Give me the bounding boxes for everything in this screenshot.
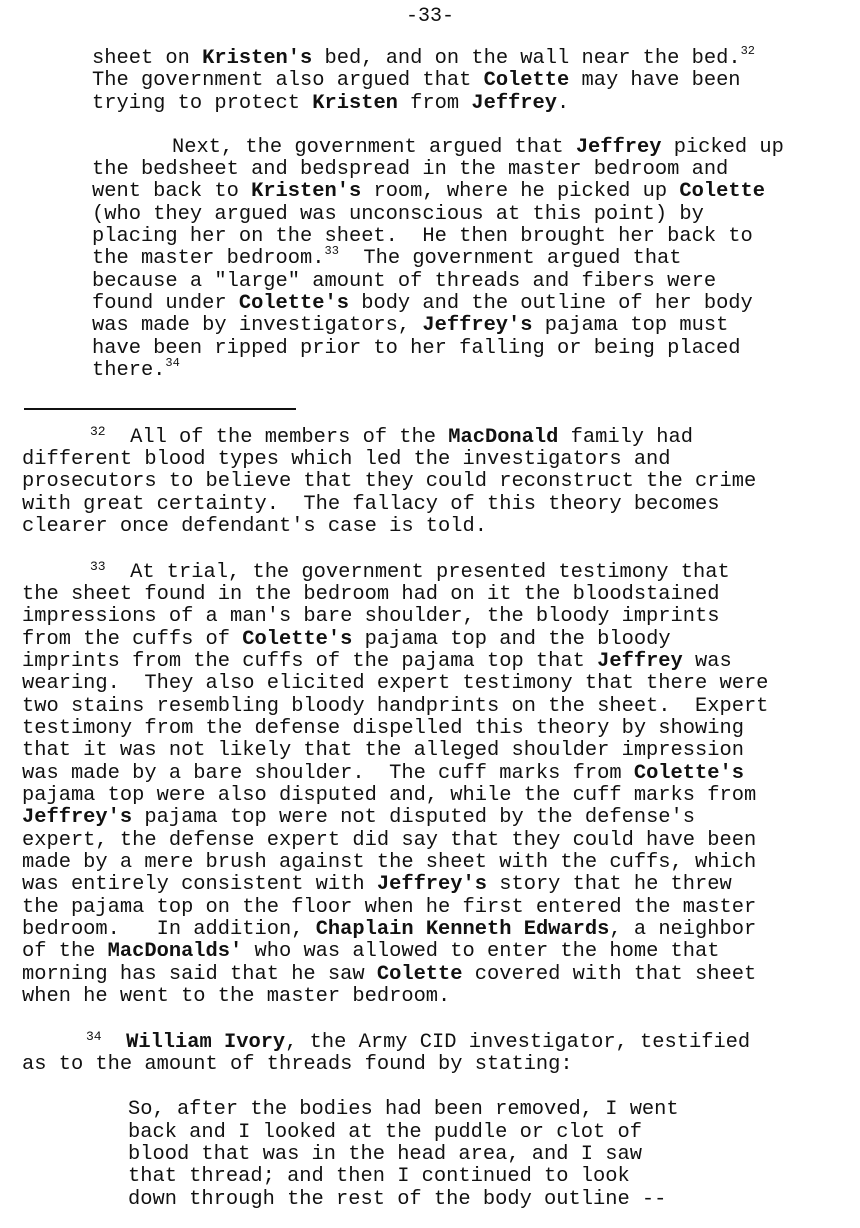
footnote-33-line: the sheet found in the bedroom had on it the bloodstained	[22, 583, 720, 606]
name-colette: Colette's	[242, 628, 353, 651]
name-jeffrey: Jeffrey	[597, 650, 683, 673]
body-line: the bedsheet and bedspread in the master bedroom and	[92, 158, 729, 181]
footnote-33-line: made by a mere brush against the sheet with the cuffs, which	[22, 851, 757, 874]
footnote-33-line: was made by a bare shoulder. The cuff marks from Colette's	[22, 762, 744, 785]
footnote-33-line: when he went to the master bedroom.	[22, 985, 451, 1008]
name-colette: Colette	[376, 963, 463, 986]
name-jeffrey: Jeffrey's	[376, 873, 487, 896]
name-jeffrey: Jeffrey	[471, 92, 557, 115]
footnote-32-line: $^{32}$ All of the members of the MacDonald family had	[90, 424, 693, 449]
footnote-separator	[24, 408, 296, 410]
body-line: there.$^{34}$	[92, 356, 180, 382]
footnote-33-line: from the cuffs of Colette's pajama top and the bloody	[22, 628, 671, 651]
name-chaplain-edwards: Chaplain Kenneth Edwards	[315, 918, 610, 941]
body-line: Next, the government argued that Jeffrey picked up	[172, 136, 784, 159]
footnote-33-line: was entirely consistent with Jeffrey's story that he threw	[22, 873, 732, 896]
footnote-33-line: expert, the defense expert did say that they could have been	[22, 829, 757, 852]
footnote-33-line: $^{33}$ At trial, the government presented testimony that	[90, 559, 730, 584]
footnote-34-line: as to the amount of threads found by stating:	[22, 1053, 573, 1076]
body-line: sheet on Kristen's bed, and on the wall near the bed.$^{32}$	[92, 44, 755, 70]
footnote-number-33: 33	[90, 559, 106, 574]
body-line: found under Colette's body and the outline of her body	[92, 292, 753, 315]
body-line: trying to protect Kristen from Jeffrey.	[92, 92, 570, 115]
name-kristen: Kristen's	[251, 180, 362, 203]
body-line: went back to Kristen's room, where he picked up Colette	[92, 180, 766, 203]
quote-line: blood that was in the head area, and I saw	[128, 1143, 642, 1166]
footnote-32-line: clearer once defendant's case is told.	[22, 515, 487, 538]
name-jeffrey: Jeffrey's	[422, 314, 533, 337]
name-colette: Colette	[679, 180, 766, 203]
footnote-33-line: Jeffrey's pajama top were not disputed by the defense's	[22, 806, 696, 829]
body-line: because a "large" amount of threads and fibers were	[92, 270, 717, 293]
footnote-32-line: prosecutors to believe that they could reconstruct the crime	[22, 470, 757, 493]
footnote-32-line: with great certainty. The fallacy of this theory becomes	[22, 493, 720, 516]
body-line: The government also argued that Colette may have been	[92, 69, 741, 92]
body-line: was made by investigators, Jeffrey's pajama top must	[92, 314, 729, 337]
name-macdonald: MacDonald	[448, 426, 559, 449]
quote-line: that thread; and then I continued to look	[128, 1165, 630, 1188]
footnote-33-line: morning has said that he saw Colette covered with that sheet	[22, 963, 757, 986]
footnote-33-line: two stains resembling bloody handprints on the sheet. Expert	[22, 695, 769, 718]
body-line: placing her on the sheet. He then brought her back to	[92, 225, 753, 248]
footnote-ref-32: 32	[740, 44, 755, 58]
body-line: the master bedroom.$^{33}$ The government argued that	[92, 244, 682, 270]
footnote-33-line: of the MacDonalds' who was allowed to enter the home that	[22, 940, 720, 963]
body-line: (who they argued was unconscious at this point) by	[92, 203, 704, 226]
name-macdonalds: MacDonalds'	[107, 940, 243, 963]
name-colette: Colette's	[633, 762, 744, 785]
footnote-33-line: impressions of a man's bare shoulder, the bloody imprints	[22, 605, 720, 628]
footnote-34-line: $^{34}$ William Ivory, the Army CID investigator, testified	[86, 1029, 751, 1054]
footnote-33-line: the pajama top on the floor when he first entered the master	[22, 896, 757, 919]
body-line: have been ripped prior to her falling or being placed	[92, 337, 741, 360]
footnote-33-line: testimony from the defense dispelled this theory by showing	[22, 717, 744, 740]
quote-line: down through the rest of the body outline --	[128, 1188, 667, 1211]
quote-line: So, after the bodies had been removed, I went	[128, 1098, 679, 1121]
footnote-number-34: 34	[86, 1029, 102, 1044]
name-kristen: Kristen	[312, 92, 398, 115]
name-colette: Colette	[483, 69, 570, 92]
name-william-ivory: William Ivory	[126, 1031, 286, 1054]
footnote-33-line: imprints from the cuffs of the pajama top that Jeffrey was	[22, 650, 732, 673]
footnote-33-line: bedroom. In addition, Chaplain Kenneth Edwards, a neighbor	[22, 918, 757, 941]
footnote-32-line: different blood types which led the investigators and	[22, 448, 671, 471]
footnote-33-line: wearing. They also elicited expert testimony that there were	[22, 672, 769, 695]
footnote-ref-34: 34	[165, 356, 180, 370]
quote-line: back and I looked at the puddle or clot of	[128, 1121, 642, 1144]
name-jeffrey: Jeffrey's	[22, 806, 133, 829]
footnote-33-line: that it was not likely that the alleged shoulder impression	[22, 739, 744, 762]
footnote-33-line: pajama top were also disputed and, while the cuff marks from	[22, 784, 757, 807]
footnote-number-32: 32	[90, 424, 106, 439]
name-jeffrey: Jeffrey	[575, 136, 662, 159]
page-number: -33-	[405, 5, 454, 28]
name-kristen: Kristen's	[202, 47, 313, 70]
footnote-ref-33: 33	[324, 244, 339, 258]
name-colette: Colette's	[238, 292, 349, 315]
